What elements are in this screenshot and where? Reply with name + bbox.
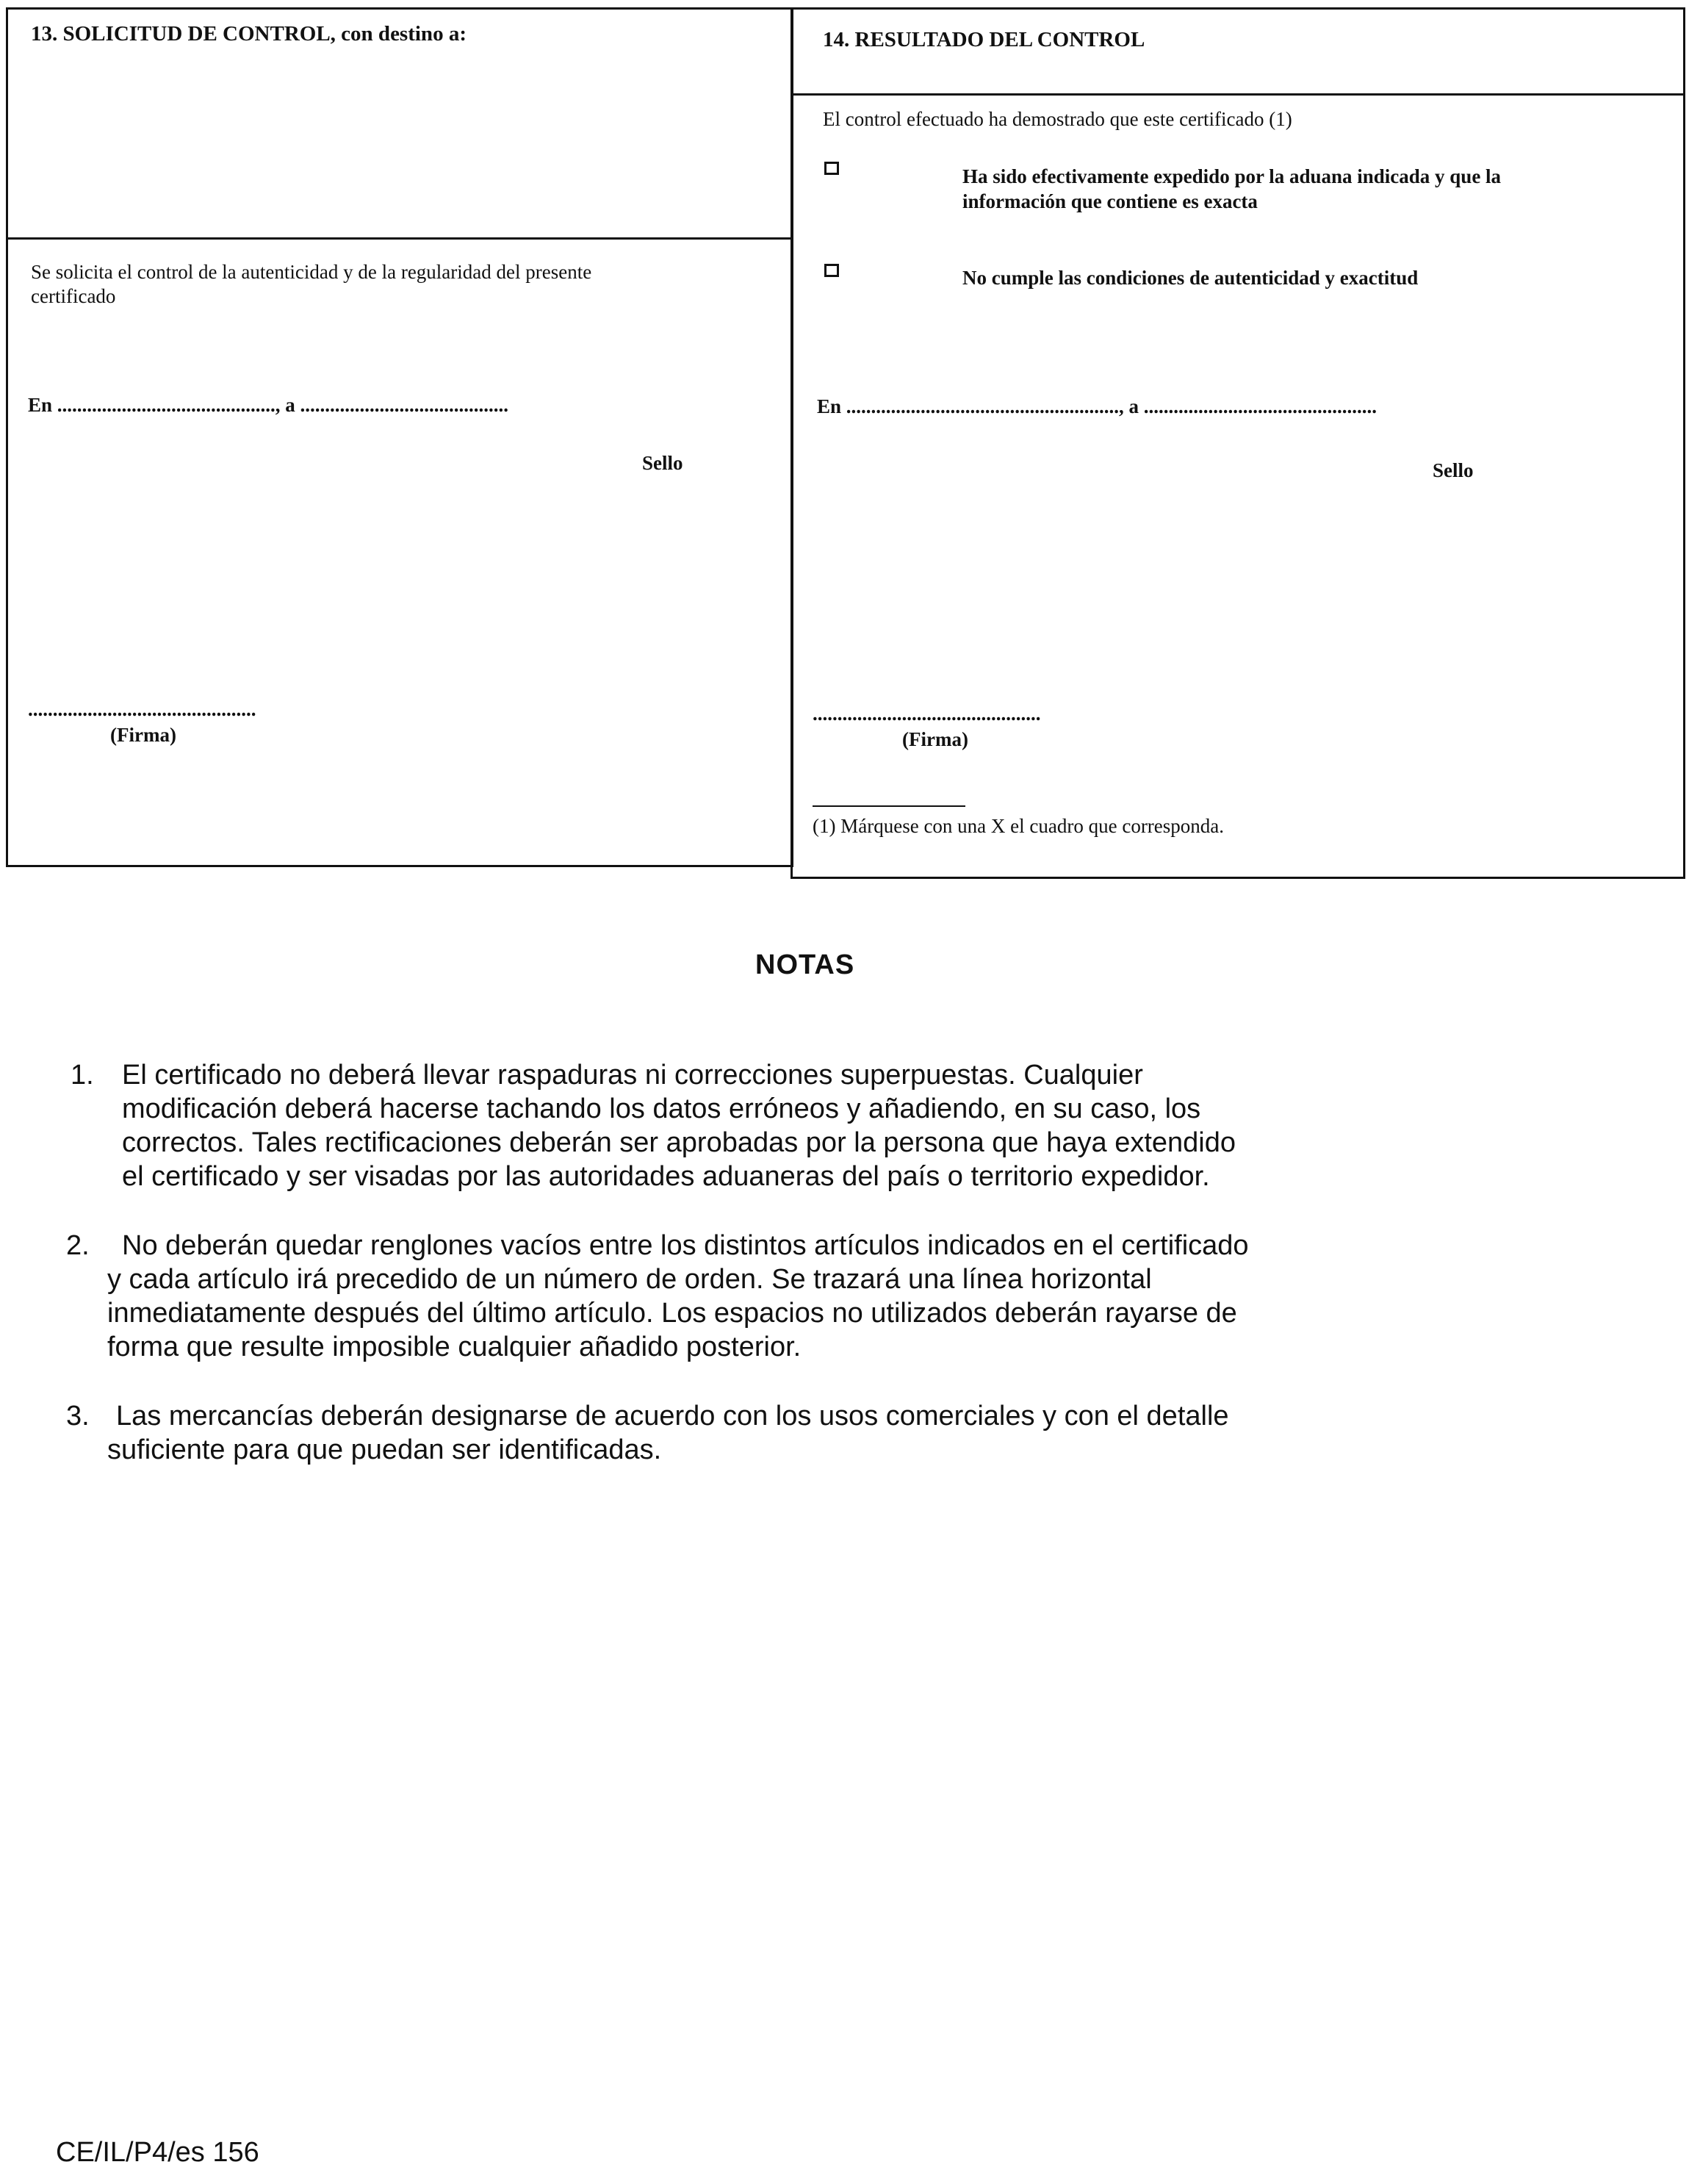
note-2-line: inmediatamente después del último artículo. Los espacios no utilizados deberán rayarse de — [107, 1298, 1237, 1329]
control-result-header: 14. RESULTADO DEL CONTROL — [823, 28, 1145, 51]
footnote-rule — [813, 805, 965, 807]
left-place-date-field[interactable]: En ............................................, a .......................................... — [28, 394, 509, 416]
document-reference: CE/IL/P4/es 156 — [56, 2137, 259, 2168]
control-request-divider — [6, 237, 793, 240]
right-seal-label: Sello — [1433, 459, 1474, 481]
note-2-line: No deberán quedar renglones vacíos entre los distintos artículos indicados en el certificado — [122, 1230, 1249, 1261]
option-not-authentic-checkbox[interactable] — [824, 264, 839, 277]
control-request-text: Se solicita el control de la autenticidad y de la regularidad del presente — [31, 261, 592, 283]
note-3-line: suficiente para que puedan ser identificadas. — [107, 1434, 662, 1465]
right-signature-label: (Firma) — [902, 728, 968, 750]
right-signature-line[interactable]: .............................................. — [813, 703, 1041, 725]
note-1-number: 1. — [71, 1060, 94, 1091]
note-1-line: el certificado y ser visadas por las autoridades aduaneras del país o territorio expedidor. — [122, 1161, 1210, 1192]
control-request-header: 13. SOLICITUD DE CONTROL, con destino a: — [31, 22, 467, 46]
left-signature-label: (Firma) — [110, 724, 176, 746]
note-1-line: correctos. Tales rectificaciones deberán ser aprobadas por la persona que haya extendido — [122, 1127, 1236, 1158]
control-result-footnote: (1) Márquese con una X el cuadro que corresponda. — [813, 815, 1225, 837]
note-2-line: forma que resulte imposible cualquier añadido posterior. — [107, 1332, 802, 1362]
option-authentic-label: Ha sido efectivamente expedido por la aduana indicada y que la — [962, 165, 1502, 187]
note-2-line: y cada artículo irá precedido de un número de orden. Se trazará una línea horizontal — [107, 1264, 1152, 1295]
left-seal-label: Sello — [642, 452, 683, 474]
note-1-line: El certificado no deberá llevar raspaduras ni correcciones superpuestas. Cualquier — [122, 1060, 1143, 1091]
option-authentic-checkbox[interactable] — [824, 162, 839, 175]
note-3-number: 3. — [66, 1401, 90, 1432]
control-result-intro: El control efectuado ha demostrado que este certificado (1) — [823, 108, 1292, 130]
note-2-number: 2. — [66, 1230, 90, 1261]
option-authentic-label-cont: información que contiene es exacta — [962, 190, 1258, 212]
note-1-line: modificación deberá hacerse tachando los datos erróneos y añadiendo, en su caso, los — [122, 1093, 1201, 1124]
option-not-authentic-label: No cumple las condiciones de autenticidad y exactitud — [962, 267, 1419, 289]
notes-title: NOTAS — [755, 949, 855, 980]
note-3-line: Las mercancías deberán designarse de acuerdo con los usos comerciales y con el detalle — [116, 1401, 1229, 1432]
left-signature-line[interactable]: .............................................. — [28, 698, 256, 720]
control-result-divider — [791, 93, 1685, 96]
control-request-text-cont: certificado — [31, 285, 116, 307]
right-place-date-field[interactable]: En ......................................................., a ............................................... — [817, 395, 1378, 417]
